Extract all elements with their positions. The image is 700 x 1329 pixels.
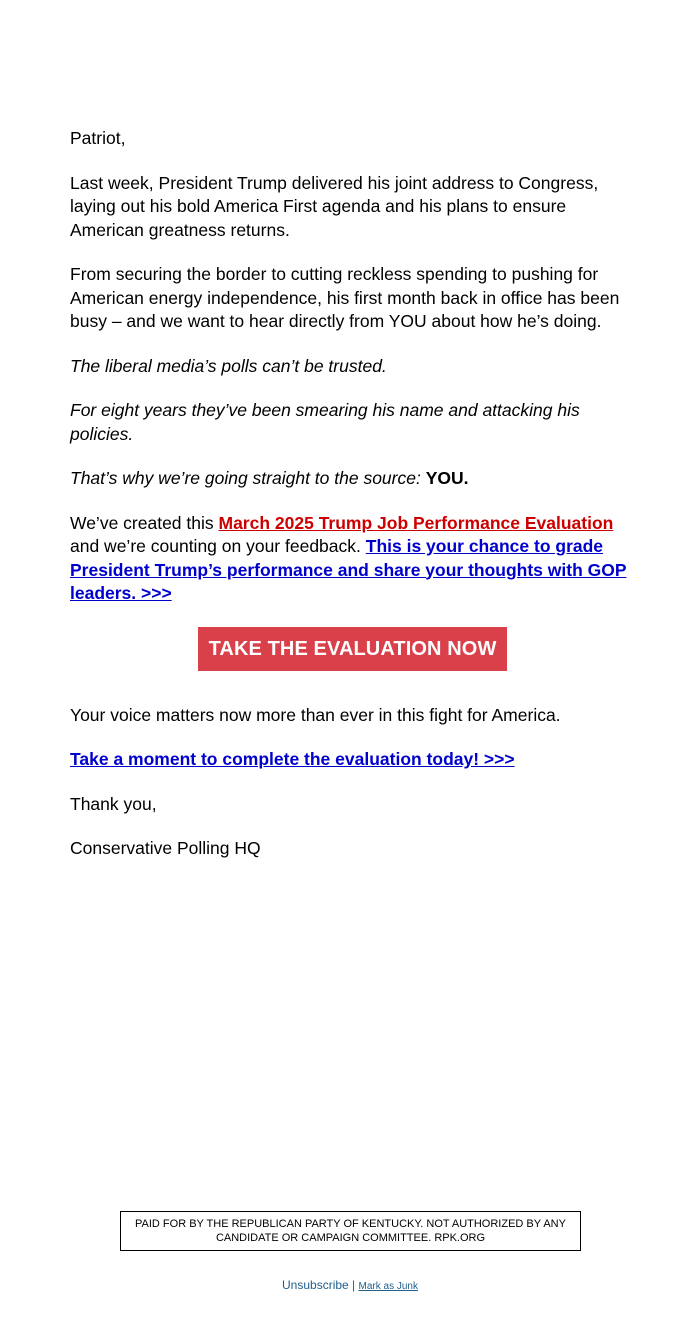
paragraph-media-polls: The liberal media’s polls can’t be trusted. [70, 355, 387, 376]
grade-performance-link[interactable]: This is your chance to grade President Trump’s performance and share your thoughts with GOP leaders. >>> [70, 536, 627, 603]
paid-for-disclaimer: PAID FOR BY THE REPUBLICAN PARTY OF KENTUCKY. NOT AUTHORIZED BY ANY CANDIDATE OR CAMPAIGN COMMITTEE. RPK.ORG [120, 1211, 581, 1251]
unsubscribe-link[interactable]: Unsubscribe [282, 1278, 349, 1292]
take-evaluation-button[interactable]: TAKE THE EVALUATION NOW [198, 627, 508, 671]
footer-separator: | [348, 1278, 359, 1292]
paragraph-joint-address: Last week, President Trump delivered his joint address to Congress, laying out his bold America First agenda and his plans to ensure American greatness returns. [70, 172, 599, 240]
paragraph-evaluation [70, 512, 635, 606]
thanks-line: Thank you, [70, 793, 157, 814]
source-text: That’s why we’re going straight to the source: [70, 468, 426, 488]
you-emphasis: YOU. [425, 468, 469, 488]
mark-as-junk-link[interactable]: Mark as Junk [358, 1281, 418, 1292]
complete-evaluation-link[interactable]: Take a moment to complete the evaluation today! >>> [70, 749, 515, 769]
paragraph-complete [70, 748, 635, 772]
email-content [70, 127, 635, 882]
paragraph-first-month: From securing the border to cutting reckless spending to pushing for American energy independence, his first month back in office has been busy – and we want to hear directly from YOU about how he’s doing. [70, 264, 620, 331]
email-footer [0, 1278, 700, 1292]
cta-container [70, 627, 635, 671]
signature: Conservative Polling HQ [70, 838, 261, 858]
evaluation-middle: and we’re counting on your feedback. [70, 536, 366, 556]
evaluation-title-link[interactable]: March 2025 Trump Job Performance Evaluation [218, 512, 614, 533]
evaluation-prefix: We’ve created this [70, 512, 219, 533]
greeting: Patriot, [70, 128, 126, 148]
paragraph-voice: Your voice matters now more than ever in this fight for America. [70, 704, 561, 725]
paragraph-source [70, 467, 635, 491]
paragraph-eight-years: For eight years they’ve been smearing his name and attacking his policies. [70, 400, 580, 444]
